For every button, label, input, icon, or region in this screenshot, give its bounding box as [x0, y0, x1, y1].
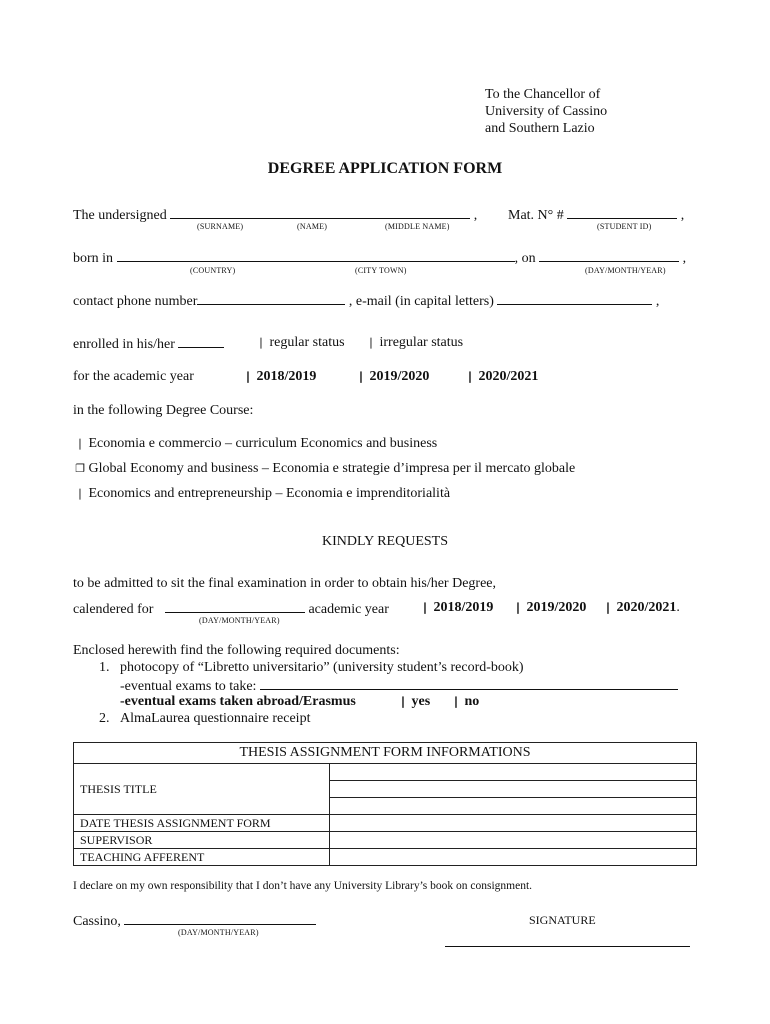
calendered-date-hint: (DAY/MONTH/YEAR) [199, 616, 280, 625]
item-2-number: 2. [99, 711, 110, 726]
name-hint: (NAME) [297, 222, 328, 231]
undersigned-label: The undersigned [73, 208, 167, 223]
course-3-checkbox[interactable]: ❘ [75, 488, 85, 500]
comma: , [682, 251, 687, 266]
regular-status-option[interactable] [256, 335, 345, 351]
academic-year-label: for the academic year [73, 369, 194, 384]
signature-line[interactable] [445, 946, 690, 947]
phone-label: contact phone number [73, 294, 198, 309]
exam-year-option-2018[interactable] [420, 600, 493, 616]
declaration-text: I declare on my own responsibility that I don’t have any University Library’s book on consignment. [73, 880, 533, 892]
birthplace-field[interactable] [117, 249, 515, 262]
year-of-course-field[interactable] [178, 335, 224, 348]
abroad-no-checkbox[interactable]: ❘ [451, 696, 461, 708]
thesis-title-field-1[interactable] [330, 764, 697, 781]
year-2020-label: 2020/2021 [478, 369, 539, 384]
exams-to-take-label: -eventual exams to take: [120, 679, 257, 694]
year-2020-checkbox[interactable]: ❘ [465, 371, 475, 383]
signing-date-hint: (DAY/MONTH/YEAR) [178, 928, 259, 937]
regular-status-checkbox[interactable]: ❘ [256, 337, 266, 349]
period: . [676, 600, 680, 615]
birthdate-hint: (DAY/MONTH/YEAR) [585, 266, 666, 275]
irregular-status-option[interactable] [366, 335, 463, 351]
born-row [73, 249, 686, 267]
course-2-label: Global Economy and business – Economia e strategie d’impresa per il mercato globale [88, 461, 576, 476]
course-3-label: Economics and entrepreneurship – Economia e imprenditorialità [88, 486, 451, 501]
course-option-1[interactable] [75, 436, 437, 452]
exams-to-take-field[interactable] [260, 677, 678, 690]
thesis-title-label: THESIS TITLE [74, 764, 330, 815]
signature-label: SIGNATURE [529, 913, 596, 927]
abroad-yes-checkbox[interactable]: ❘ [398, 696, 408, 708]
exam-year-2018-label: 2018/2019 [433, 600, 494, 615]
addressee-line-3: and Southern Lazio [485, 121, 595, 136]
year-2019-checkbox[interactable]: ❘ [356, 371, 366, 383]
year-2018-checkbox[interactable]: ❘ [243, 371, 253, 383]
thesis-title-field-2[interactable] [330, 781, 697, 798]
contact-row [73, 292, 659, 310]
irregular-status-checkbox[interactable]: ❘ [366, 337, 376, 349]
supervisor-label: SUPERVISOR [74, 832, 330, 849]
year-2019-label: 2019/2020 [369, 369, 430, 384]
abroad-yes-option[interactable] [398, 694, 430, 710]
abroad-no-option[interactable] [451, 694, 479, 710]
year-2018-label: 2018/2019 [256, 369, 317, 384]
calendered-date-field[interactable] [165, 600, 305, 613]
teaching-afferent-label: TEACHING AFFERENT [74, 849, 330, 866]
email-label: , e-mail (in capital letters) [348, 294, 494, 309]
exams-to-take-row [120, 677, 678, 695]
thesis-date-field[interactable] [330, 815, 697, 832]
regular-status-label: regular status [269, 335, 345, 350]
thesis-assignment-table [73, 742, 697, 866]
undersigned-name-field[interactable] [170, 206, 470, 219]
thesis-date-label: DATE THESIS ASSIGNMENT FORM [74, 815, 330, 832]
exam-year-2019-checkbox[interactable]: ❘ [513, 602, 523, 614]
addressee-line-1: To the Chancellor of [485, 87, 601, 102]
abroad-no-label: no [464, 694, 480, 709]
exam-year-2020-checkbox[interactable]: ❘ [603, 602, 613, 614]
comma: , [655, 294, 660, 309]
student-id-field[interactable] [567, 206, 677, 219]
addressee-block [485, 86, 607, 137]
course-1-checkbox[interactable]: ❘ [75, 438, 85, 450]
admission-line: to be admitted to sit the final examination in order to obtain his/her Degree, [73, 576, 496, 591]
year-option-2018[interactable] [243, 369, 316, 385]
thesis-table-header: THESIS ASSIGNMENT FORM INFORMATIONS [74, 743, 697, 764]
signing-date-field[interactable] [124, 912, 316, 925]
year-option-2019[interactable] [356, 369, 429, 385]
item-1-text: photocopy of “Libretto universitario” (university student’s record-book) [120, 660, 524, 675]
teaching-afferent-field[interactable] [330, 849, 697, 866]
comma: , [473, 208, 478, 223]
phone-field[interactable] [197, 292, 345, 305]
abroad-yes-label: yes [411, 694, 431, 709]
calendered-label: calendered for [73, 602, 154, 617]
city-hint: (CITY TOWN) [355, 266, 407, 275]
academic-year-label-2: academic year [308, 602, 389, 617]
comma: , [680, 208, 685, 223]
birthdate-field[interactable] [539, 249, 679, 262]
exam-year-option-2020[interactable] [603, 600, 680, 616]
abroad-label: -eventual exams taken abroad/Erasmus [120, 694, 356, 709]
kindly-requests-heading: KINDLY REQUESTS [321, 534, 449, 549]
enrolled-row [73, 335, 224, 353]
place-label: Cassino, [73, 914, 121, 929]
on-label: , on [514, 251, 536, 266]
exam-year-2018-checkbox[interactable]: ❘ [420, 602, 430, 614]
surname-hint: (SURNAME) [197, 222, 244, 231]
born-label: born in [73, 251, 114, 266]
thesis-title-field-3[interactable] [330, 798, 697, 815]
course-2-checkbox[interactable]: ❐ [75, 463, 85, 475]
course-option-2[interactable] [75, 461, 575, 477]
year-option-2020[interactable] [465, 369, 538, 385]
exam-year-2019-label: 2019/2020 [526, 600, 587, 615]
enrolled-label: enrolled in his/her [73, 337, 175, 352]
course-option-3[interactable] [75, 486, 450, 502]
addressee-line-2: University of Cassino [485, 104, 608, 119]
degree-course-label: in the following Degree Course: [73, 403, 254, 418]
supervisor-field[interactable] [330, 832, 697, 849]
course-1-label: Economia e commercio – curriculum Economics and business [88, 436, 438, 451]
student-id-hint: (STUDENT ID) [597, 222, 652, 231]
email-field[interactable] [497, 292, 652, 305]
exam-year-option-2019[interactable] [513, 600, 586, 616]
mat-label: Mat. N° # [508, 208, 564, 223]
form-title: DEGREE APPLICATION FORM [267, 160, 503, 177]
enclosed-intro: Enclosed herewith find the following required documents: [73, 643, 400, 658]
middle-name-hint: (MIDDLE NAME) [385, 222, 450, 231]
item-1-number: 1. [99, 660, 110, 675]
item-2-text: AlmaLaurea questionnaire receipt [120, 711, 311, 726]
irregular-status-label: irregular status [379, 335, 464, 350]
exam-year-2020-label: 2020/2021 [616, 600, 677, 615]
country-hint: (COUNTRY) [190, 266, 236, 275]
